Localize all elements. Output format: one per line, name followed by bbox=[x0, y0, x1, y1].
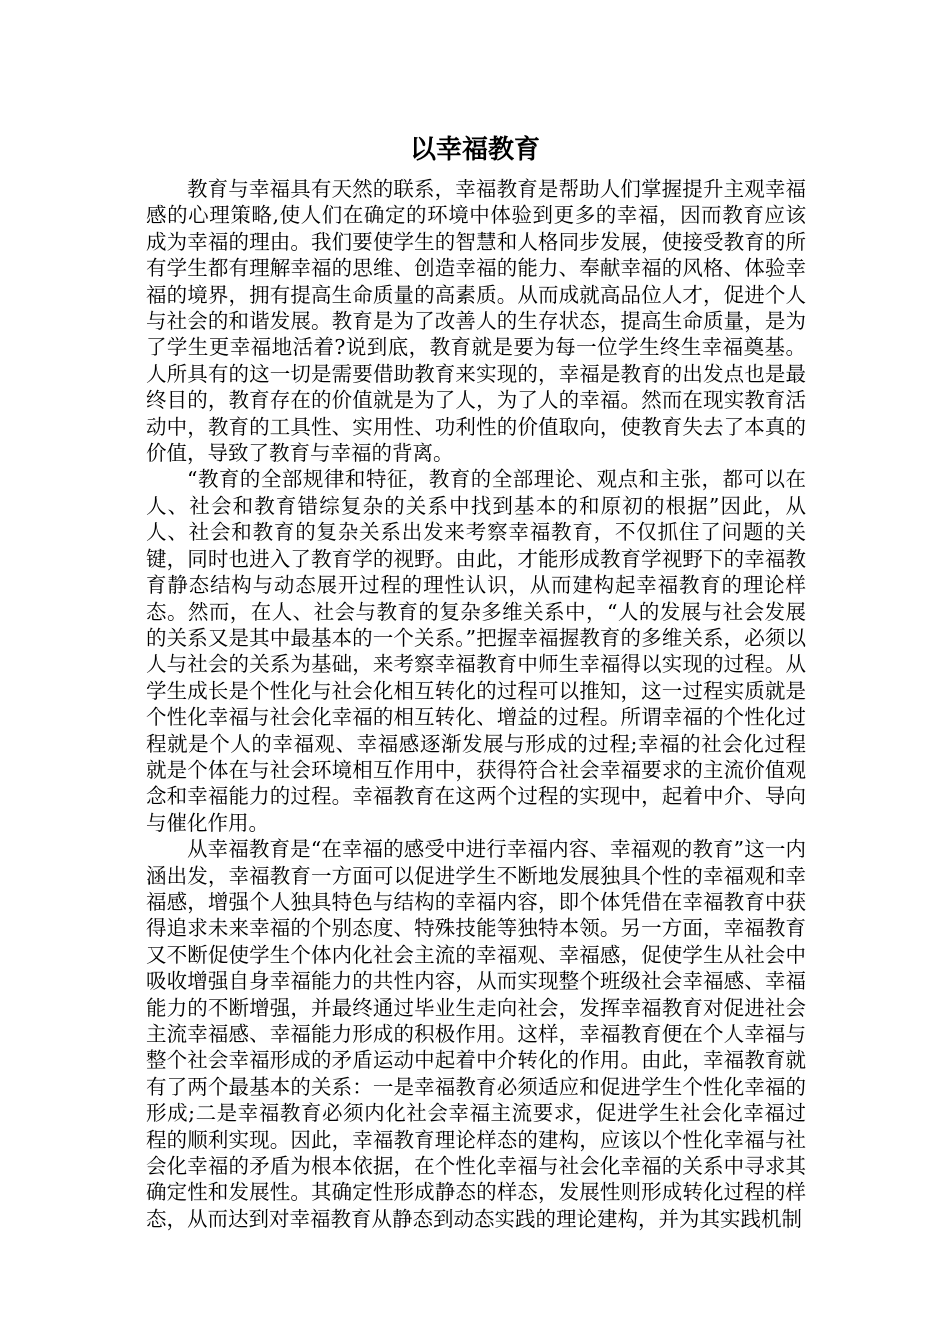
paragraph-1: 教育与幸福具有天然的联系，幸福教育是帮助人们掌握提升主观幸福感的心理策略,使人们在确定的环境中体验到更多的幸福，因而教育应该成为幸福的理由。我们要使学生的智慧和人格同步发展，使接受教育的所有学生都有理解幸福的思维、创造幸福的能力、奉献幸福的风格、体验幸福的境界，拥有提高生命质量的高素质。从而成就高品位人才，促进个人与社会的和谐发展。教育是为了改善人的生存状态，提高生命质量，是为了学生更幸福地活着?说到底，教育就是要为每一位学生终生幸福奠基。人所具有的这一切是需要借助教育来实现的，幸福是教育的出发点也是最终目的，教育存在的价值就是为了人，为了人的幸福。然而在现实教育活动中，教育的工具性、实用性、功利性的价值取向，使教育失去了本真的价值，导致了教育与幸福的背离。 bbox=[146, 177, 806, 466]
document-body bbox=[146, 176, 806, 1232]
paragraph-2: “教育的全部规律和特征，教育的全部理论、观点和主张，都可以在人、社会和教育错综复杂的关系中找到基本的和原初的根据”因此，从人、社会和教育的复杂关系出发来考察幸福教育，不仅抓住了问题的关键，同时也进入了教育学的视野。由此，才能形成教育学视野下的幸福教育静态结构与动态展开过程的理性认识，从而建构起幸福教育的理论样态。然而，在人、社会与教育的复杂多维关系中，“人的发展与社会发展的关系又是其中最基本的一个关系。”把握幸福握教育的多维关系，必须以人与社会的关系为基础，来考察幸福教育中师生幸福得以实现的过程。从学生成长是个性化与社会化相互转化的过程可以推知，这一过程实质就是个性化幸福与社会化幸福的相互转化、增益的过程。所谓幸福的个性化过程就是个人的幸福观、幸福感逐渐发展与形成的过程;幸福的社会化过程就是个体在与社会环境相互作用中，获得符合社会幸福要求的主流价值观念和幸福能力的过程。幸福教育在这两个过程的实现中，起着中介、导向与催化作用。 bbox=[146, 467, 806, 835]
document-title: 以幸福教育 bbox=[409, 135, 540, 165]
paragraph-3: 从幸福教育是“在幸福的感受中进行幸福内容、幸福观的教育”这一内涵出发，幸福教育一方面可以促进学生不断地发展独具个性的幸福观和幸福感，增强个人独具特色与结构的幸福内容，即个体凭借在幸福教育中获得追求未来幸福的个别态度、特殊技能等独特本领。另一方面，幸福教育又不断促使学生个体内化社会主流的幸福观、幸福感，促使学生从社会中吸收增强自身幸福能力的共性内容，从而实现整个班级社会幸福感、幸福能力的不断增强，并最终通过毕业生走向社会，发挥幸福教育对促进社会主流幸福感、幸福能力形成的积极作用。这样，幸福教育便在个人幸福与整个社会幸福形成的矛盾运动中起着中介转化的作用。由此，幸福教育就有了两个最基本的关系：一是幸福教育必须适应和促进学生个性化幸福的形成;二是幸福教育必须内化社会幸福主流要求，促进学生社会化幸福过程的顺利实现。因此，幸福教育理论样态的建构，应该以个性化幸福与社会化幸福的矛盾为根本依据，在个性化幸福与社会化幸福的关系中寻求其确定性和发展性。其确定性形成静态的样态，发展性则形成转化过程的样态，从而达到对幸福教育从静态到动态实践的理论建构，并为其实践机制 bbox=[146, 837, 806, 1231]
